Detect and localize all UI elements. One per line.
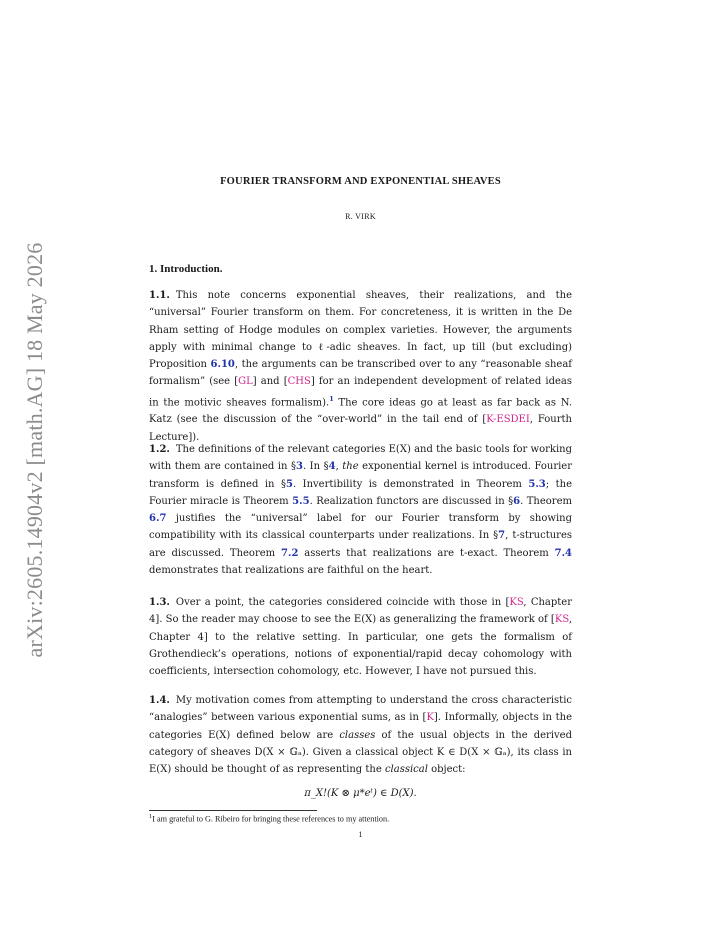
text: Over a point, the categories considered coincide with those in [ <box>175 597 510 608</box>
footnote-text: I am grateful to G. Ribeiro for bringing these references to my attention. <box>152 814 390 824</box>
text: demonstrates that realizations are faithful on the heart. <box>149 565 433 577</box>
theorem-link[interactable]: 5.5 <box>292 495 310 507</box>
footnote-mark: 1 <box>149 813 153 820</box>
text: , Chapter 4] to the relative setting. In particular, one gets the formalism of Grothendieck’s operations, notions of exponential/rapid decay cohomology with coefficients, intersection cohomology, etc. However, I have not pursued this. <box>149 614 572 678</box>
section-link[interactable]: 3 <box>296 461 303 473</box>
emphasis: the <box>342 461 359 473</box>
text: , <box>335 461 343 473</box>
text: ]. Informally, objects in the categories E(X) defined below are <box>149 712 572 741</box>
citation-link[interactable]: KS <box>554 614 569 626</box>
text: . Invertibility is demonstrated in Theorem <box>292 478 529 490</box>
emphasis: classical <box>384 764 428 776</box>
theorem-link[interactable]: 5.3 <box>528 478 546 490</box>
page-number: 1 <box>358 830 363 839</box>
citation-link[interactable]: KS <box>509 597 524 608</box>
paper-title: FOURIER TRANSFORM AND EXPONENTIAL SHEAVES <box>220 176 501 187</box>
arxiv-identifier: arXiv:2605.14904v2 [math.AG] 18 May 2026 <box>22 242 47 658</box>
text: object: <box>427 764 466 776</box>
text: . Realization functors are discussed in § <box>309 495 514 507</box>
section-heading <box>149 263 222 275</box>
text: , Chapter 4]. So the reader may choose to see the E(X) as generalizing the framework of [ <box>149 597 573 626</box>
link-proposition[interactable]: 6.10 <box>210 359 235 371</box>
text: , t-structures are discussed. Theorem <box>149 530 572 559</box>
text: asserts that realizations are t-exact. Theorem <box>298 547 555 559</box>
paragraph-1-2 <box>149 441 572 579</box>
text: , Fourth Lecture]). <box>149 414 572 443</box>
footnote-marker[interactable]: 1 <box>329 394 334 403</box>
text: ] for an independent development of related ideas in the motivic sheaves formalism). <box>149 376 572 409</box>
text: . In § <box>302 461 329 473</box>
section-number: 1. <box>149 263 158 275</box>
text: exponential kernel is introduced. Fourier transform is defined in § <box>149 461 572 490</box>
text: ] and [ <box>252 376 288 388</box>
paragraph-1-1 <box>149 287 572 446</box>
paragraph-1-3 <box>149 594 572 680</box>
section-link[interactable]: 7 <box>498 530 506 542</box>
theorem-link[interactable]: 7.4 <box>554 547 573 559</box>
text: My motivation comes from attempting to understand the cross characteristic “analogies” between various exponential sums, as in [ <box>149 695 572 724</box>
citation-link[interactable]: K-ESDEI <box>486 414 530 426</box>
paragraph-number: 1.3. <box>149 597 170 608</box>
paragraph-1-4 <box>149 692 572 778</box>
footnote-rule <box>149 810 317 811</box>
arxiv-sidebar <box>20 240 50 660</box>
citation-link[interactable]: K <box>426 712 434 724</box>
section-link[interactable]: 6 <box>513 495 521 507</box>
text: of the usual objects in the derived category of sheaves D(X × 𝔾ₐ). Given a classical object K ∈ D(X × 𝔾ₐ), its class in E(X) should be thought of as representing the <box>149 729 573 776</box>
text: The core ideas go at least as far back as N. Katz (see the discussion of the “over-world” in the tail end of [ <box>149 397 572 426</box>
text: This note concerns exponential sheaves, their realizations, and the “universal” Fourier transform on them. For concreteness, it is written in the De Rham setting of Hodge modules on complex varieties. However, the arguments apply with minimal change to ℓ-adic sheaves. In fact, up till (but excluding) Proposition <box>149 290 572 371</box>
text: justifies the “universal” label for our Fourier transform by showing compatibility with its classical counterparts under realizations. In § <box>149 513 572 542</box>
display-equation: π_X!(K ⊗ μ*eᵗ) ∈ D(X). <box>304 788 417 799</box>
citation-link[interactable]: GL <box>238 376 253 388</box>
emphasis: classes <box>339 729 376 741</box>
citation-link[interactable]: CHS <box>287 376 311 388</box>
paragraph-number: 1.4. <box>149 695 170 706</box>
section-link[interactable]: 4 <box>328 461 336 473</box>
text: , the arguments can be transcribed over to any “reasonable sheaf formalism” (see [ <box>149 359 572 388</box>
text: The definitions of the relevant categories E(X) and the basic tools for working with them are contained in § <box>149 444 572 473</box>
text: ; the Fourier miracle is Theorem <box>149 478 572 507</box>
theorem-link[interactable]: 6.7 <box>149 513 167 525</box>
theorem-link[interactable]: 7.2 <box>281 547 299 559</box>
section-link[interactable]: 5 <box>285 478 293 490</box>
paragraph-number: 1.1. <box>149 290 170 301</box>
paper-author: R. VIRK <box>345 212 376 221</box>
footnote <box>149 813 389 824</box>
text: . Theorem <box>520 495 572 507</box>
paragraph-number: 1.2. <box>149 444 170 455</box>
section-title: Introduction. <box>160 263 223 275</box>
